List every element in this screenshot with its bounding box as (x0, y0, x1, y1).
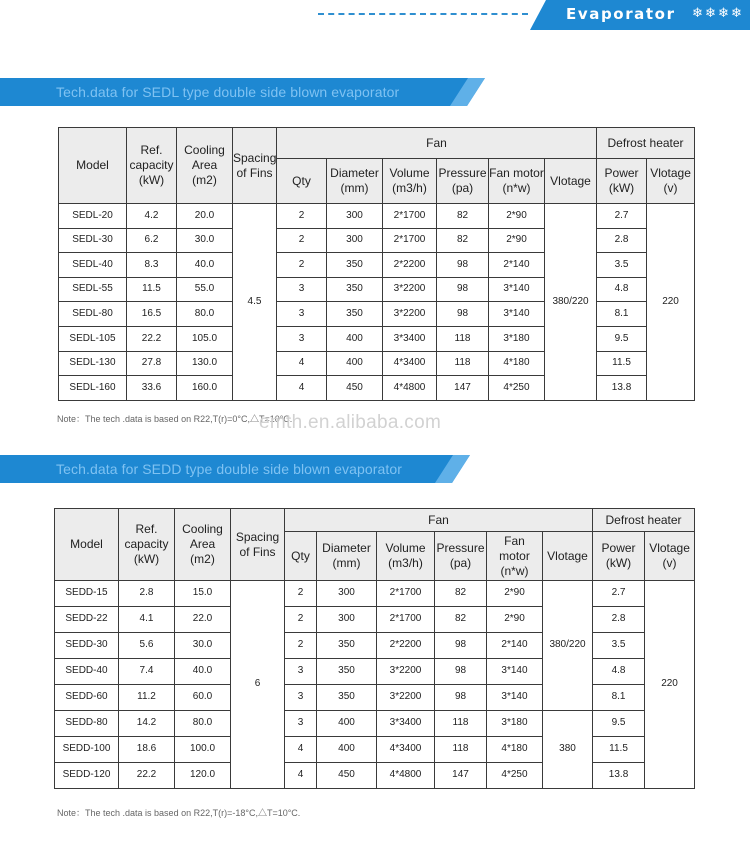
col-header-pressure: Pressure (pa) (435, 532, 487, 581)
cell-area: 15.0 (175, 581, 231, 607)
cell-model: SEDD-100 (55, 737, 119, 763)
cell-volume: 4*3400 (377, 737, 435, 763)
cell-capacity: 11.5 (127, 277, 177, 302)
cell-area: 40.0 (175, 659, 231, 685)
table-row (59, 351, 695, 376)
cell-fan-motor: 4*250 (487, 763, 543, 789)
cell-capacity: 8.3 (127, 253, 177, 278)
spec-table-sedl (58, 127, 695, 401)
col-header-fan-motor: Fan motor (n*w) (487, 532, 543, 581)
cell-pressure: 118 (435, 711, 487, 737)
cell-power: 13.8 (597, 376, 647, 401)
table-row (59, 204, 695, 229)
cell-power: 9.5 (597, 326, 647, 351)
cell-power: 2.8 (597, 228, 647, 253)
cell-capacity: 4.2 (127, 204, 177, 229)
cell-capacity: 33.6 (127, 376, 177, 401)
cell-volume: 4*3400 (383, 351, 437, 376)
cell-capacity: 22.2 (127, 326, 177, 351)
cell-area: 30.0 (177, 228, 233, 253)
cell-power: 3.5 (597, 253, 647, 278)
snowflake-icon: ❄ (692, 5, 703, 20)
cell-volume: 2*1700 (383, 228, 437, 253)
cell-pressure: 82 (437, 204, 489, 229)
col-header-power: Power (kW) (593, 532, 645, 581)
col-header-qty: Qty (285, 532, 317, 581)
cell-diameter: 300 (327, 228, 383, 253)
cell-volume: 3*2200 (377, 685, 435, 711)
cell-qty: 3 (285, 659, 317, 685)
cell-capacity: 16.5 (127, 302, 177, 327)
cell-fan-motor: 3*180 (487, 711, 543, 737)
cell-fan-motor: 2*90 (487, 607, 543, 633)
cell-fan-motor: 2*140 (487, 633, 543, 659)
cell-area: 55.0 (177, 277, 233, 302)
cell-capacity: 6.2 (127, 228, 177, 253)
cell-pressure: 98 (437, 302, 489, 327)
cell-diameter: 300 (317, 581, 377, 607)
table-note: Note：The tech .data is based on R22,T(r)=-18°C,△T=10°C. (57, 808, 301, 818)
section-bar-sedd (0, 455, 470, 483)
col-header-diameter: Diameter (mm) (327, 159, 383, 204)
cell-pressure: 118 (437, 351, 489, 376)
cell-voltage: 380/220 (545, 204, 597, 401)
cell-model: SEDL-130 (59, 351, 127, 376)
cell-model: SEDD-40 (55, 659, 119, 685)
cell-area: 100.0 (175, 737, 231, 763)
table-row (55, 659, 695, 685)
cell-diameter: 350 (317, 685, 377, 711)
cell-capacity: 11.2 (119, 685, 175, 711)
cell-model: SEDD-80 (55, 711, 119, 737)
cell-area: 40.0 (177, 253, 233, 278)
cell-volume: 4*4800 (377, 763, 435, 789)
cell-capacity: 27.8 (127, 351, 177, 376)
cell-capacity: 7.4 (119, 659, 175, 685)
table-note: Note：The tech .data is based on R22,T(r)=0°C,△T=10°C. (57, 414, 293, 424)
col-header-fan-motor: Fan motor (n*w) (489, 159, 545, 204)
cell-area: 160.0 (177, 376, 233, 401)
cell-model: SEDL-80 (59, 302, 127, 327)
col-header-voltage: Vlotage (543, 532, 593, 581)
cell-pressure: 98 (437, 253, 489, 278)
table-row (59, 277, 695, 302)
table-row (59, 253, 695, 278)
col-header-qty: Qty (277, 159, 327, 204)
col-header-defrost: Defrost heater (597, 128, 695, 159)
cell-power: 11.5 (597, 351, 647, 376)
cell-diameter: 400 (317, 711, 377, 737)
col-header-fan: Fan (285, 509, 593, 532)
cell-model: SEDD-22 (55, 607, 119, 633)
cell-capacity: 18.6 (119, 737, 175, 763)
cell-volume: 4*4800 (383, 376, 437, 401)
cell-fan-motor: 3*180 (489, 326, 545, 351)
cell-defrost-voltage: 220 (647, 204, 695, 401)
cell-pressure: 82 (437, 228, 489, 253)
col-header-power: Power (kW) (597, 159, 647, 204)
cell-qty: 4 (277, 376, 327, 401)
cell-volume: 2*2200 (383, 253, 437, 278)
col-header-defrost-voltage: Vlotage (v) (645, 532, 695, 581)
cell-pressure: 118 (437, 326, 489, 351)
cell-model: SEDL-30 (59, 228, 127, 253)
cell-area: 105.0 (177, 326, 233, 351)
col-header-cooling-area: Cooling Area (m2) (177, 128, 233, 204)
cell-power: 8.1 (593, 685, 645, 711)
cell-fan-motor: 4*180 (489, 351, 545, 376)
col-header-cooling-area: Cooling Area (m2) (175, 509, 231, 581)
cell-power: 11.5 (593, 737, 645, 763)
col-header-spacing: Spacing of Fins (233, 128, 277, 204)
table-row (55, 737, 695, 763)
cell-power: 13.8 (593, 763, 645, 789)
cell-qty: 4 (285, 763, 317, 789)
cell-diameter: 350 (317, 633, 377, 659)
table-body (59, 204, 695, 401)
spec-table-sedd (54, 508, 695, 789)
cell-fan-motor: 3*140 (489, 302, 545, 327)
section-title: Tech.data for SEDD type double side blown evaporator (56, 461, 403, 477)
col-header-ref-capacity: Ref. capacity (kW) (119, 509, 175, 581)
cell-area: 30.0 (175, 633, 231, 659)
cell-volume: 2*2200 (377, 633, 435, 659)
cell-qty: 2 (277, 204, 327, 229)
col-header-pressure: Pressure (pa) (437, 159, 489, 204)
cell-capacity: 2.8 (119, 581, 175, 607)
cell-model: SEDL-55 (59, 277, 127, 302)
col-header-spacing: Spacing of Fins (231, 509, 285, 581)
cell-area: 20.0 (177, 204, 233, 229)
table-row (55, 763, 695, 789)
cell-qty: 3 (277, 326, 327, 351)
section-title: Tech.data for SEDL type double side blown evaporator (56, 84, 400, 100)
cell-model: SEDL-160 (59, 376, 127, 401)
cell-volume: 3*2200 (383, 302, 437, 327)
cell-diameter: 350 (327, 277, 383, 302)
cell-fan-motor: 2*140 (489, 253, 545, 278)
cell-volume: 3*2200 (377, 659, 435, 685)
cell-power: 9.5 (593, 711, 645, 737)
cell-spacing: 6 (231, 581, 285, 789)
cell-diameter: 400 (327, 326, 383, 351)
table-row (55, 633, 695, 659)
cell-volume: 2*1700 (377, 581, 435, 607)
cell-volume: 2*1700 (377, 607, 435, 633)
cell-area: 80.0 (177, 302, 233, 327)
cell-diameter: 350 (327, 253, 383, 278)
col-header-volume: Volume (m3/h) (377, 532, 435, 581)
cell-capacity: 14.2 (119, 711, 175, 737)
col-header-defrost-voltage: Vlotage (v) (647, 159, 695, 204)
table-row (55, 581, 695, 607)
cell-volume: 3*3400 (377, 711, 435, 737)
cell-qty: 3 (285, 711, 317, 737)
cell-diameter: 450 (327, 376, 383, 401)
cell-pressure: 98 (437, 277, 489, 302)
col-header-defrost: Defrost heater (593, 509, 695, 532)
cell-pressure: 98 (435, 659, 487, 685)
cell-qty: 3 (277, 277, 327, 302)
snowflake-icon: ❄ (731, 5, 742, 20)
cell-fan-motor: 4*180 (487, 737, 543, 763)
cell-fan-motor: 2*90 (489, 204, 545, 229)
cell-qty: 4 (285, 737, 317, 763)
cell-area: 130.0 (177, 351, 233, 376)
cell-qty: 3 (285, 685, 317, 711)
cell-pressure: 82 (435, 607, 487, 633)
snowflake-icon: ❄ (718, 5, 729, 20)
cell-volume: 2*1700 (383, 204, 437, 229)
cell-qty: 2 (285, 633, 317, 659)
cell-power: 8.1 (597, 302, 647, 327)
col-header-voltage: Vlotage (545, 159, 597, 204)
cell-model: SEDL-20 (59, 204, 127, 229)
header-dashed-line (318, 13, 528, 15)
table-row (55, 607, 695, 633)
cell-capacity: 5.6 (119, 633, 175, 659)
cell-fan-motor: 3*140 (487, 659, 543, 685)
table-row (55, 711, 695, 737)
cell-model: SEDD-60 (55, 685, 119, 711)
cell-area: 22.0 (175, 607, 231, 633)
cell-volume: 3*3400 (383, 326, 437, 351)
cell-qty: 2 (285, 607, 317, 633)
col-header-model: Model (55, 509, 119, 581)
cell-model: SEDL-40 (59, 253, 127, 278)
cell-model: SEDD-30 (55, 633, 119, 659)
table-row (59, 302, 695, 327)
cell-fan-motor: 2*90 (489, 228, 545, 253)
col-header-diameter: Diameter (mm) (317, 532, 377, 581)
cell-voltage: 380/220 (543, 581, 593, 711)
cell-diameter: 450 (317, 763, 377, 789)
cell-pressure: 147 (437, 376, 489, 401)
cell-defrost-voltage: 220 (645, 581, 695, 789)
cell-pressure: 147 (435, 763, 487, 789)
cell-qty: 3 (277, 302, 327, 327)
cell-power: 3.5 (593, 633, 645, 659)
cell-capacity: 22.2 (119, 763, 175, 789)
col-header-ref-capacity: Ref. capacity (kW) (127, 128, 177, 204)
cell-diameter: 300 (327, 204, 383, 229)
cell-pressure: 98 (435, 685, 487, 711)
cell-diameter: 400 (317, 737, 377, 763)
cell-area: 60.0 (175, 685, 231, 711)
cell-power: 4.8 (597, 277, 647, 302)
cell-fan-motor: 3*140 (487, 685, 543, 711)
cell-volume: 3*2200 (383, 277, 437, 302)
cell-pressure: 118 (435, 737, 487, 763)
table-row (59, 228, 695, 253)
cell-model: SEDD-15 (55, 581, 119, 607)
table-row (55, 685, 695, 711)
cell-fan-motor: 4*250 (489, 376, 545, 401)
cell-capacity: 4.1 (119, 607, 175, 633)
cell-power: 4.8 (593, 659, 645, 685)
col-header-model: Model (59, 128, 127, 204)
cell-model: SEDL-105 (59, 326, 127, 351)
watermark: emth.en.alibaba.com (259, 412, 442, 433)
cell-qty: 2 (277, 253, 327, 278)
cell-power: 2.7 (593, 581, 645, 607)
cell-qty: 2 (277, 228, 327, 253)
cell-diameter: 350 (317, 659, 377, 685)
table-row (59, 326, 695, 351)
cell-spacing: 4.5 (233, 204, 277, 401)
cell-qty: 4 (277, 351, 327, 376)
cell-power: 2.7 (597, 204, 647, 229)
cell-power: 2.8 (593, 607, 645, 633)
col-header-volume: Volume (m3/h) (383, 159, 437, 204)
cell-area: 80.0 (175, 711, 231, 737)
cell-fan-motor: 2*90 (487, 581, 543, 607)
cell-diameter: 350 (327, 302, 383, 327)
table-row (59, 376, 695, 401)
cell-voltage: 380 (543, 711, 593, 789)
col-header-fan: Fan (277, 128, 597, 159)
page-title: Evaporator (566, 5, 676, 23)
cell-diameter: 300 (317, 607, 377, 633)
table-body (55, 581, 695, 789)
cell-model: SEDD-120 (55, 763, 119, 789)
cell-pressure: 82 (435, 581, 487, 607)
cell-diameter: 400 (327, 351, 383, 376)
cell-area: 120.0 (175, 763, 231, 789)
cell-qty: 2 (285, 581, 317, 607)
cell-fan-motor: 3*140 (489, 277, 545, 302)
cell-pressure: 98 (435, 633, 487, 659)
section-bar-sedl (0, 78, 485, 106)
snowflake-icon: ❄ (705, 5, 716, 20)
